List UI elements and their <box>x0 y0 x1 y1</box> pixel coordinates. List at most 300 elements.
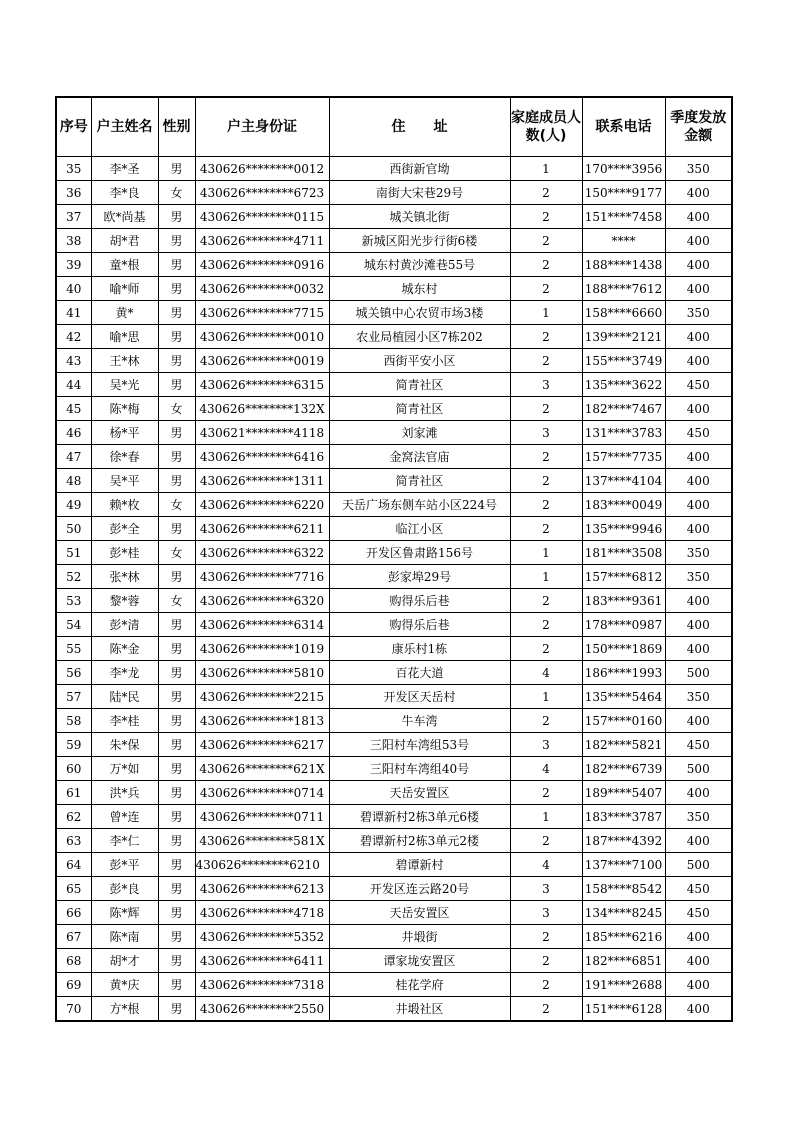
cell-gender: 男 <box>158 853 195 877</box>
table-row <box>56 997 732 1022</box>
cell-gender: 男 <box>158 733 195 757</box>
table-row <box>56 637 732 661</box>
cell-phone: 189****5407 <box>582 781 665 805</box>
cell-amount: 500 <box>665 757 732 781</box>
cell-name: 朱*保 <box>91 733 158 757</box>
cell-phone: 157****7735 <box>582 445 665 469</box>
cell-name: 喻*思 <box>91 325 158 349</box>
cell-address: 农业局植园小区7栋202 <box>329 325 510 349</box>
table-row <box>56 397 732 421</box>
table-row <box>56 805 732 829</box>
table-row <box>56 973 732 997</box>
cell-id: 430626********0032 <box>195 277 329 301</box>
header-address: 住 址 <box>329 97 510 157</box>
cell-index: 66 <box>56 901 91 925</box>
cell-amount: 400 <box>665 253 732 277</box>
cell-amount: 400 <box>665 469 732 493</box>
table-row <box>56 157 732 181</box>
cell-family-size: 2 <box>510 349 582 373</box>
cell-phone: 170****3956 <box>582 157 665 181</box>
cell-id: 430626********0711 <box>195 805 329 829</box>
cell-amount: 400 <box>665 277 732 301</box>
cell-family-size: 2 <box>510 325 582 349</box>
cell-amount: 400 <box>665 181 732 205</box>
cell-name: 陈*辉 <box>91 901 158 925</box>
cell-phone: 135****9946 <box>582 517 665 541</box>
cell-index: 62 <box>56 805 91 829</box>
table-row <box>56 925 732 949</box>
cell-id: 430621********4118 <box>195 421 329 445</box>
cell-gender: 男 <box>158 829 195 853</box>
cell-amount: 350 <box>665 805 732 829</box>
cell-gender: 男 <box>158 325 195 349</box>
cell-phone: 178****0987 <box>582 613 665 637</box>
cell-family-size: 2 <box>510 709 582 733</box>
cell-amount: 400 <box>665 781 732 805</box>
cell-address: 简青社区 <box>329 373 510 397</box>
cell-gender: 男 <box>158 997 195 1022</box>
header-name: 户主姓名 <box>91 97 158 157</box>
cell-index: 45 <box>56 397 91 421</box>
cell-id: 430626********6314 <box>195 613 329 637</box>
cell-gender: 男 <box>158 301 195 325</box>
header-index: 序号 <box>56 97 91 157</box>
cell-amount: 450 <box>665 373 732 397</box>
cell-phone: 135****5464 <box>582 685 665 709</box>
cell-address: 简青社区 <box>329 397 510 421</box>
cell-address: 天岳安置区 <box>329 781 510 805</box>
cell-amount: 400 <box>665 997 732 1022</box>
header-gender: 性别 <box>158 97 195 157</box>
cell-amount: 400 <box>665 709 732 733</box>
cell-family-size: 2 <box>510 517 582 541</box>
cell-gender: 男 <box>158 901 195 925</box>
cell-gender: 男 <box>158 349 195 373</box>
cell-phone: 157****0160 <box>582 709 665 733</box>
cell-address: 开发区鲁肃路156号 <box>329 541 510 565</box>
cell-address: 井塅社区 <box>329 997 510 1022</box>
cell-family-size: 2 <box>510 445 582 469</box>
cell-family-size: 1 <box>510 541 582 565</box>
cell-gender: 男 <box>158 445 195 469</box>
table-row <box>56 277 732 301</box>
cell-index: 59 <box>56 733 91 757</box>
cell-id: 430626********0714 <box>195 781 329 805</box>
cell-amount: 400 <box>665 325 732 349</box>
cell-amount: 400 <box>665 493 732 517</box>
cell-phone: 137****4104 <box>582 469 665 493</box>
header-amount: 季度发放金额 <box>665 97 732 157</box>
cell-phone: 158****8542 <box>582 877 665 901</box>
cell-id: 430626********6213 <box>195 877 329 901</box>
cell-family-size: 3 <box>510 421 582 445</box>
cell-amount: 350 <box>665 157 732 181</box>
cell-phone: **** <box>582 229 665 253</box>
cell-name: 方*根 <box>91 997 158 1022</box>
cell-address: 购得乐后巷 <box>329 613 510 637</box>
cell-amount: 500 <box>665 661 732 685</box>
table-row <box>56 757 732 781</box>
cell-index: 41 <box>56 301 91 325</box>
cell-phone: 183****0049 <box>582 493 665 517</box>
cell-gender: 男 <box>158 565 195 589</box>
cell-family-size: 2 <box>510 997 582 1022</box>
cell-amount: 350 <box>665 565 732 589</box>
cell-address: 城东村黄沙滩巷55号 <box>329 253 510 277</box>
cell-id: 430626********6723 <box>195 181 329 205</box>
relief-roster-table <box>55 96 733 1022</box>
cell-id: 430626********621X <box>195 757 329 781</box>
cell-id: 430626********6210 <box>195 853 329 877</box>
cell-family-size: 2 <box>510 949 582 973</box>
cell-gender: 男 <box>158 757 195 781</box>
cell-address: 碧谭新村2栋3单元2楼 <box>329 829 510 853</box>
table-row <box>56 517 732 541</box>
cell-address: 三阳村车湾组40号 <box>329 757 510 781</box>
cell-id: 430626********7715 <box>195 301 329 325</box>
table-row <box>56 733 732 757</box>
cell-family-size: 2 <box>510 613 582 637</box>
cell-amount: 450 <box>665 733 732 757</box>
cell-id: 430626********6411 <box>195 949 329 973</box>
cell-index: 47 <box>56 445 91 469</box>
cell-address: 百花大道 <box>329 661 510 685</box>
cell-amount: 400 <box>665 229 732 253</box>
cell-phone: 134****8245 <box>582 901 665 925</box>
header-row <box>56 97 732 157</box>
cell-phone: 151****6128 <box>582 997 665 1022</box>
cell-index: 56 <box>56 661 91 685</box>
cell-gender: 男 <box>158 253 195 277</box>
cell-gender: 女 <box>158 181 195 205</box>
cell-gender: 女 <box>158 493 195 517</box>
cell-name: 李*龙 <box>91 661 158 685</box>
cell-name: 彭*桂 <box>91 541 158 565</box>
cell-phone: 155****3749 <box>582 349 665 373</box>
cell-amount: 500 <box>665 853 732 877</box>
cell-gender: 男 <box>158 805 195 829</box>
cell-address: 碧谭新村 <box>329 853 510 877</box>
cell-family-size: 3 <box>510 877 582 901</box>
cell-address: 碧谭新村2栋3单元6楼 <box>329 805 510 829</box>
cell-gender: 男 <box>158 925 195 949</box>
cell-family-size: 2 <box>510 397 582 421</box>
table-row <box>56 421 732 445</box>
cell-amount: 400 <box>665 829 732 853</box>
cell-amount: 400 <box>665 925 732 949</box>
cell-amount: 350 <box>665 685 732 709</box>
cell-id: 430626********1311 <box>195 469 329 493</box>
cell-index: 42 <box>56 325 91 349</box>
table-row <box>56 877 732 901</box>
cell-amount: 450 <box>665 901 732 925</box>
cell-index: 65 <box>56 877 91 901</box>
cell-address: 临江小区 <box>329 517 510 541</box>
cell-gender: 女 <box>158 541 195 565</box>
table-row <box>56 565 732 589</box>
cell-id: 430626********0916 <box>195 253 329 277</box>
cell-gender: 男 <box>158 877 195 901</box>
cell-gender: 男 <box>158 781 195 805</box>
table-row <box>56 373 732 397</box>
cell-index: 36 <box>56 181 91 205</box>
cell-address: 开发区天岳村 <box>329 685 510 709</box>
cell-address: 桂花学府 <box>329 973 510 997</box>
cell-gender: 男 <box>158 517 195 541</box>
cell-id: 430626********1019 <box>195 637 329 661</box>
cell-phone: 182****5821 <box>582 733 665 757</box>
cell-family-size: 2 <box>510 829 582 853</box>
cell-name: 黄* <box>91 301 158 325</box>
cell-index: 43 <box>56 349 91 373</box>
cell-family-size: 2 <box>510 637 582 661</box>
cell-phone: 150****9177 <box>582 181 665 205</box>
cell-family-size: 2 <box>510 469 582 493</box>
cell-index: 70 <box>56 997 91 1022</box>
cell-index: 50 <box>56 517 91 541</box>
cell-amount: 350 <box>665 301 732 325</box>
cell-index: 44 <box>56 373 91 397</box>
cell-phone: 150****1869 <box>582 637 665 661</box>
cell-gender: 男 <box>158 661 195 685</box>
cell-address: 购得乐后巷 <box>329 589 510 613</box>
cell-address: 西街新官坳 <box>329 157 510 181</box>
cell-id: 430626********4718 <box>195 901 329 925</box>
table-row <box>56 613 732 637</box>
cell-id: 430626********5352 <box>195 925 329 949</box>
cell-phone: 185****6216 <box>582 925 665 949</box>
cell-index: 57 <box>56 685 91 709</box>
cell-id: 430626********6217 <box>195 733 329 757</box>
cell-address: 新城区阳光步行街6楼 <box>329 229 510 253</box>
cell-name: 万*如 <box>91 757 158 781</box>
table-row <box>56 445 732 469</box>
cell-id: 430626********5810 <box>195 661 329 685</box>
cell-phone: 188****7612 <box>582 277 665 301</box>
cell-index: 51 <box>56 541 91 565</box>
cell-amount: 400 <box>665 517 732 541</box>
table-row <box>56 493 732 517</box>
cell-name: 陈*南 <box>91 925 158 949</box>
cell-index: 37 <box>56 205 91 229</box>
cell-family-size: 1 <box>510 685 582 709</box>
header-family-size: 家庭成员人数(人) <box>510 97 582 157</box>
header-id: 户主身份证 <box>195 97 329 157</box>
table-row <box>56 829 732 853</box>
cell-id: 430626********0012 <box>195 157 329 181</box>
cell-address: 城东村 <box>329 277 510 301</box>
cell-gender: 男 <box>158 229 195 253</box>
cell-address: 南街大宋巷29号 <box>329 181 510 205</box>
cell-phone: 182****6851 <box>582 949 665 973</box>
cell-amount: 400 <box>665 205 732 229</box>
cell-address: 井塅街 <box>329 925 510 949</box>
cell-family-size: 2 <box>510 781 582 805</box>
cell-index: 61 <box>56 781 91 805</box>
cell-name: 李*桂 <box>91 709 158 733</box>
cell-gender: 女 <box>158 589 195 613</box>
cell-phone: 191****2688 <box>582 973 665 997</box>
cell-address: 刘家滩 <box>329 421 510 445</box>
cell-address: 开发区连云路20号 <box>329 877 510 901</box>
cell-name: 陆*民 <box>91 685 158 709</box>
cell-name: 李*圣 <box>91 157 158 181</box>
cell-phone: 182****6739 <box>582 757 665 781</box>
cell-family-size: 2 <box>510 277 582 301</box>
table-row <box>56 709 732 733</box>
table-row <box>56 589 732 613</box>
cell-gender: 女 <box>158 397 195 421</box>
cell-id: 430626********7716 <box>195 565 329 589</box>
table-row <box>56 781 732 805</box>
cell-name: 吴*平 <box>91 469 158 493</box>
cell-family-size: 1 <box>510 301 582 325</box>
cell-gender: 男 <box>158 709 195 733</box>
cell-address: 城关镇北街 <box>329 205 510 229</box>
cell-family-size: 2 <box>510 229 582 253</box>
cell-index: 64 <box>56 853 91 877</box>
cell-address: 彭家埠29号 <box>329 565 510 589</box>
cell-phone: 158****6660 <box>582 301 665 325</box>
cell-id: 430626********0019 <box>195 349 329 373</box>
cell-id: 430626********6322 <box>195 541 329 565</box>
cell-gender: 男 <box>158 421 195 445</box>
cell-family-size: 2 <box>510 181 582 205</box>
table-row <box>56 469 732 493</box>
table-row <box>56 949 732 973</box>
cell-phone: 181****3508 <box>582 541 665 565</box>
cell-index: 60 <box>56 757 91 781</box>
cell-id: 430626********2215 <box>195 685 329 709</box>
cell-id: 430626********6220 <box>195 493 329 517</box>
cell-family-size: 2 <box>510 493 582 517</box>
cell-index: 46 <box>56 421 91 445</box>
table-row <box>56 229 732 253</box>
cell-address: 牛车湾 <box>329 709 510 733</box>
cell-index: 63 <box>56 829 91 853</box>
cell-family-size: 2 <box>510 973 582 997</box>
cell-name: 赖*枚 <box>91 493 158 517</box>
cell-index: 49 <box>56 493 91 517</box>
cell-address: 天岳广场东侧车站小区224号 <box>329 493 510 517</box>
cell-id: 430626********6211 <box>195 517 329 541</box>
cell-amount: 400 <box>665 589 732 613</box>
cell-id: 430626********6320 <box>195 589 329 613</box>
cell-index: 39 <box>56 253 91 277</box>
cell-phone: 186****1993 <box>582 661 665 685</box>
cell-address: 简青社区 <box>329 469 510 493</box>
cell-family-size: 1 <box>510 565 582 589</box>
cell-id: 430626********0010 <box>195 325 329 349</box>
cell-name: 彭*清 <box>91 613 158 637</box>
cell-phone: 139****2121 <box>582 325 665 349</box>
cell-family-size: 2 <box>510 925 582 949</box>
cell-amount: 400 <box>665 637 732 661</box>
table-row <box>56 901 732 925</box>
cell-name: 陈*梅 <box>91 397 158 421</box>
cell-family-size: 3 <box>510 901 582 925</box>
cell-name: 陈*金 <box>91 637 158 661</box>
cell-index: 68 <box>56 949 91 973</box>
table-row <box>56 181 732 205</box>
cell-name: 吴*光 <box>91 373 158 397</box>
cell-index: 38 <box>56 229 91 253</box>
cell-phone: 137****7100 <box>582 853 665 877</box>
cell-name: 黎*蓉 <box>91 589 158 613</box>
cell-index: 53 <box>56 589 91 613</box>
cell-name: 张*林 <box>91 565 158 589</box>
cell-index: 69 <box>56 973 91 997</box>
cell-amount: 400 <box>665 949 732 973</box>
cell-family-size: 4 <box>510 853 582 877</box>
cell-family-size: 4 <box>510 757 582 781</box>
cell-id: 430626********132X <box>195 397 329 421</box>
cell-index: 55 <box>56 637 91 661</box>
cell-address: 天岳安置区 <box>329 901 510 925</box>
header-phone: 联系电话 <box>582 97 665 157</box>
table-row <box>56 349 732 373</box>
cell-address: 三阳村车湾组53号 <box>329 733 510 757</box>
cell-amount: 450 <box>665 421 732 445</box>
cell-name: 李*良 <box>91 181 158 205</box>
cell-family-size: 1 <box>510 157 582 181</box>
cell-index: 40 <box>56 277 91 301</box>
cell-id: 430626********2550 <box>195 997 329 1022</box>
cell-id: 430626********1813 <box>195 709 329 733</box>
table-row <box>56 301 732 325</box>
cell-amount: 400 <box>665 613 732 637</box>
cell-id: 430626********6416 <box>195 445 329 469</box>
cell-phone: 182****7467 <box>582 397 665 421</box>
cell-amount: 400 <box>665 349 732 373</box>
table-row <box>56 685 732 709</box>
cell-name: 王*林 <box>91 349 158 373</box>
cell-index: 67 <box>56 925 91 949</box>
table-row <box>56 205 732 229</box>
cell-name: 胡*才 <box>91 949 158 973</box>
cell-name: 彭*全 <box>91 517 158 541</box>
cell-gender: 男 <box>158 613 195 637</box>
cell-address: 谭家垅安置区 <box>329 949 510 973</box>
cell-gender: 男 <box>158 277 195 301</box>
cell-name: 喻*师 <box>91 277 158 301</box>
cell-address: 城关镇中心农贸市场3楼 <box>329 301 510 325</box>
cell-phone: 183****9361 <box>582 589 665 613</box>
cell-phone: 151****7458 <box>582 205 665 229</box>
cell-gender: 男 <box>158 949 195 973</box>
cell-index: 58 <box>56 709 91 733</box>
cell-address: 西街平安小区 <box>329 349 510 373</box>
cell-phone: 188****1438 <box>582 253 665 277</box>
cell-name: 杨*平 <box>91 421 158 445</box>
cell-address: 康乐村1栋 <box>329 637 510 661</box>
cell-name: 黄*庆 <box>91 973 158 997</box>
cell-family-size: 2 <box>510 205 582 229</box>
cell-name: 曾*连 <box>91 805 158 829</box>
cell-phone: 187****4392 <box>582 829 665 853</box>
cell-name: 彭*良 <box>91 877 158 901</box>
cell-index: 35 <box>56 157 91 181</box>
cell-name: 洪*兵 <box>91 781 158 805</box>
cell-id: 430626********581X <box>195 829 329 853</box>
cell-family-size: 3 <box>510 733 582 757</box>
cell-family-size: 1 <box>510 805 582 829</box>
cell-amount: 400 <box>665 973 732 997</box>
cell-id: 430626********7318 <box>195 973 329 997</box>
cell-id: 430626********0115 <box>195 205 329 229</box>
cell-index: 54 <box>56 613 91 637</box>
table-row <box>56 325 732 349</box>
